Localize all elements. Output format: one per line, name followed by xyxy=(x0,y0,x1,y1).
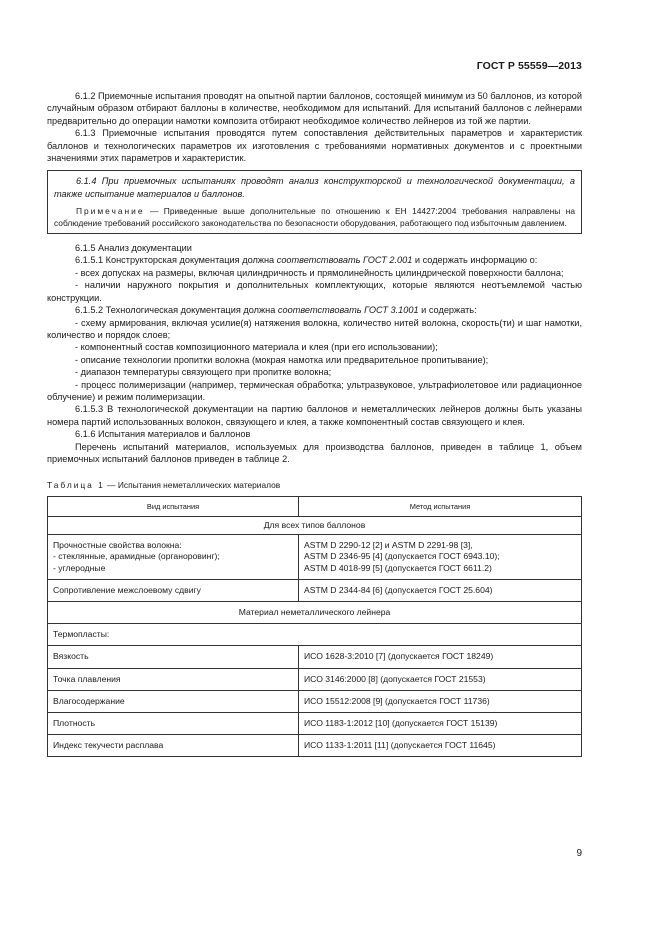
cell-line: ASTM D 2290-12 [2] и ASTM D 2291-98 [3], xyxy=(304,540,473,551)
note-label: Примечание xyxy=(76,206,145,217)
table-row xyxy=(48,579,582,601)
note xyxy=(54,206,575,229)
test-method-cell: ИСО 1133-1:2011 [11] (допускается ГОСТ 11645) xyxy=(299,735,582,757)
test-name-cell: Сопротивление межслоевому сдвигу xyxy=(48,579,299,601)
note-box xyxy=(47,170,582,234)
test-method-cell: ИСО 15512:2008 [9] (допускается ГОСТ 11736) xyxy=(299,690,582,712)
test-name-cell: Вязкость xyxy=(48,646,299,668)
test-method-cell xyxy=(299,535,582,580)
text: и содержать информацию о: xyxy=(412,255,538,266)
paragraph-6-1-3: 6.1.3 Приемочные испытания проводятся путем сопоставления действительных параметров и характеристик баллонов и технологических параметров их изготовления с требованиями нормативных документов и с проектными значениями этих параметров и характеристик. xyxy=(47,128,582,164)
test-name-cell: Точка плавления xyxy=(48,668,299,690)
list-item: - наличии наружного покрытия и дополнительных комплектующих, которые являются неотъемлемой частью конструкции. xyxy=(47,280,582,303)
list-item: - описание технологии пропитки волокна (мокрая намотка или предварительное пропитывание); xyxy=(75,354,489,365)
document-id: ГОСТ Р 55559—2013 xyxy=(476,60,582,72)
reference-gost-3-1001: соответствовать ГОСТ 3.1001 xyxy=(277,305,419,316)
table-row xyxy=(48,713,582,735)
column-header-test-type: Вид испытания xyxy=(48,496,299,516)
paragraph-6-1-4: 6.1.4 При приемочных испытаниях проводят анализ конструкторской и технологической документации, а также испытание материалов и баллонов. xyxy=(54,176,575,199)
table-caption-text: — Испытания неметаллических материалов xyxy=(104,480,281,491)
heading-6-1-5: 6.1.5 Анализ документации xyxy=(75,243,192,254)
table-row xyxy=(48,735,582,757)
paragraph-6-1-5-2 xyxy=(47,304,582,316)
table-group-row xyxy=(48,516,582,534)
cell-line: - стеклянные, арамидные (органоровинг); xyxy=(53,551,220,562)
list-item: - всех допусках на размеры, включая цилиндричность и прямолинейность цилиндрической поверхности баллона; xyxy=(75,267,564,278)
paragraph-6-1-2: 6.1.2 Приемочные испытания проводят на опытной партии баллонов, состоящей минимум из 50 баллонов, из которой случайным образом отбирают баллоны в количестве, необходимом для испытаний. Для испытаний баллонов с лейнерами предварительно до операции намотки композита отбирают необходимое количество лейнеров из той же партии. xyxy=(47,91,583,126)
test-method-cell: ИСО 1183-1:2012 [10] (допускается ГОСТ 15139) xyxy=(299,713,582,735)
paragraph-6-1-6: Перечень испытаний материалов, используемых для производства баллонов, приведен в таблице 1, объем приемочных испытаний баллонов приведен в таблице 2. xyxy=(47,441,582,464)
group-all-cylinders: Для всех типов баллонов xyxy=(48,516,582,534)
test-name-cell: Плотность xyxy=(48,713,299,735)
text: 6.1.5.1 Конструкторская документация должна xyxy=(75,255,277,266)
cell-line: - углеродные xyxy=(53,562,106,573)
text: 6.1.5.2 Технологическая документация должна xyxy=(75,305,278,316)
note-text: — Приведенные выше дополнительные по отношению к ЕН 14427:2004 требования направлены на соблюдение требований российского законодательства по безопасности оборудования, работающего под избыточным давлением. xyxy=(54,206,575,228)
table-group-row xyxy=(48,602,582,624)
list-item: - диапазон температуры связующего при пропитке волокна; xyxy=(75,367,332,378)
table-header-row xyxy=(48,496,582,516)
cell-line: ASTM D 2346-95 [4] (допускается ГОСТ 6943.10); xyxy=(304,551,500,562)
page-number: 9 xyxy=(576,848,582,859)
list-item: - схему армирования, включая усилие(я) натяжения волокна, количество нитей волокна, скорость(ти) и шаг намотки, количество и порядок слоев; xyxy=(47,317,582,340)
materials-test-table xyxy=(47,496,582,758)
heading-6-1-6: 6.1.6 Испытания материалов и баллонов xyxy=(75,429,251,440)
test-method-cell: ИСО 1628-3:2010 [7] (допускается ГОСТ 18249) xyxy=(299,646,582,668)
list-item: - процесс полимеризации (например, термическая обработка; ультразвуковое, ультрафиолетовое или радиационное облучение) и режим полимеризации. xyxy=(47,379,582,402)
table-caption-label: Таблица 1 xyxy=(47,480,105,491)
test-method-cell: ИСО 3146:2000 [8] (допускается ГОСТ 21553) xyxy=(299,668,582,690)
paragraph-6-1-5-3: 6.1.5.3 В технологической документации на партию баллонов и неметаллических лейнеров должны быть указаны номера партий использованных волокон, связующего и клея, а также компонентный состав связующего и клея. xyxy=(47,404,582,427)
table-row xyxy=(48,690,582,712)
column-header-test-method: Метод испытания xyxy=(299,496,582,516)
cell-line: ASTM D 4018-99 [5] (допускается ГОСТ 6611.2) xyxy=(304,562,492,573)
table-caption xyxy=(47,479,582,491)
test-name-cell xyxy=(48,535,299,580)
thermoplastics-label: Термопласты: xyxy=(48,624,582,646)
test-name-cell: Индекс текучести расплава xyxy=(48,735,299,757)
text: и содержать: xyxy=(418,305,477,316)
group-liner-material: Материал неметаллического лейнера xyxy=(48,602,582,624)
page-content xyxy=(47,90,582,757)
reference-gost-2-001: соответствовать ГОСТ 2.001 xyxy=(276,255,413,266)
test-method-cell: ASTM D 2344-84 [6] (допускается ГОСТ 25.604) xyxy=(299,579,582,601)
list-item: - компонентный состав композиционного материала и клея (при его использовании); xyxy=(75,342,438,353)
table-row xyxy=(48,668,582,690)
paragraph-6-1-5-1 xyxy=(47,254,582,266)
test-name-cell: Влагосодержание xyxy=(48,690,299,712)
table-row xyxy=(48,535,582,580)
table-row xyxy=(48,624,582,646)
cell-line: Прочностные свойства волокна: xyxy=(53,540,182,551)
table-row xyxy=(48,646,582,668)
